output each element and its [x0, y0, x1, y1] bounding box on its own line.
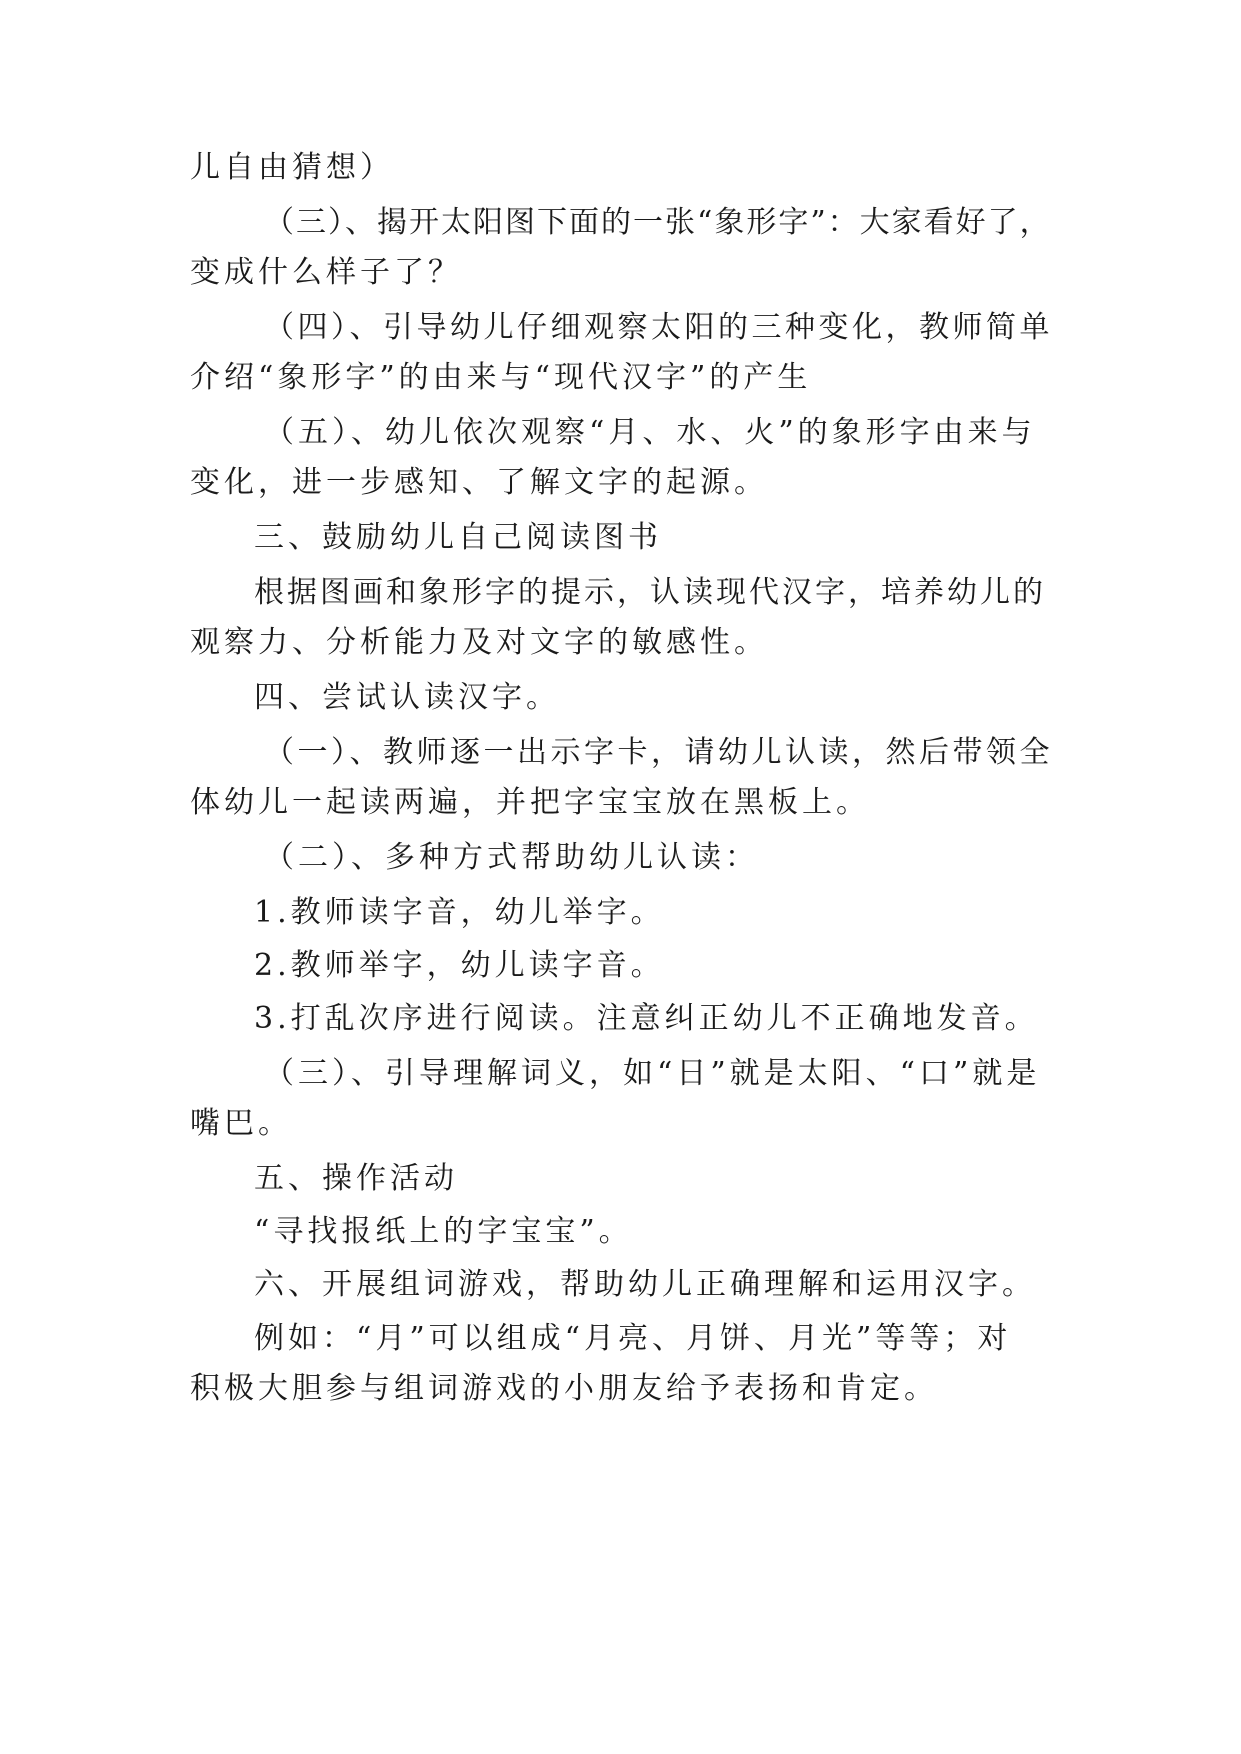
- text-line-11: 四、尝试认读汉字。: [254, 680, 560, 715]
- text-line-20: 五、操作活动: [254, 1161, 458, 1196]
- text-line-12: （一）、教师逐一出示字卡，请幼儿认读，然后带领全: [264, 735, 1053, 770]
- text-line-23: 例如：“月”可以组成“月亮、月饼、月光”等等；对: [254, 1321, 1012, 1356]
- text-line-18: （三）、引导理解词义，如“日”就是太阳、“口”就是: [264, 1056, 1041, 1091]
- text-line-13: 体幼儿一起读两遍，并把字宝宝放在黑板上。: [190, 785, 870, 820]
- text-line-3: 变成什么样子了？: [190, 255, 462, 290]
- text-line-16: 2.教师举字，幼儿读字音。: [254, 948, 665, 983]
- text-line-10: 观察力、分析能力及对文字的敏感性。: [190, 625, 768, 660]
- text-line-5: 介绍“象形字”的由来与“现代汉字”的产生: [190, 360, 812, 395]
- text-line-24: 积极大胆参与组词游戏的小朋友给予表扬和肯定。: [190, 1371, 938, 1406]
- text-line-4: （四）、引导幼儿仔细观察太阳的三种变化，教师简单: [264, 310, 1053, 345]
- text-line-15: 1.教师读字音，幼儿举字。: [254, 895, 665, 930]
- text-line-22: 六、开展组词游戏，帮助幼儿正确理解和运用汉字。: [254, 1267, 1036, 1302]
- text-line-9: 根据图画和象形字的提示，认读现代汉字，培养幼儿的: [254, 575, 1046, 610]
- text-line-14: （二）、多种方式帮助幼儿认读：: [264, 840, 759, 875]
- text-line-1: 儿自由猜想）: [190, 150, 394, 185]
- text-line-6: （五）、幼儿依次观察“月、水、火”的象形字由来与: [264, 415, 1036, 450]
- text-line-8: 三、鼓励幼儿自己阅读图书: [254, 520, 662, 555]
- text-line-21: “寻找报纸上的字宝宝”。: [254, 1214, 633, 1249]
- text-line-17: 3.打乱次序进行阅读。注意纠正幼儿不正确地发音。: [254, 1001, 1039, 1036]
- text-line-2: （三）、揭开太阳图下面的一张“象形字”：大家看好了，: [264, 205, 1052, 240]
- text-line-7: 变化，进一步感知、了解文字的起源。: [190, 465, 768, 500]
- text-line-19: 嘴巴。: [190, 1106, 292, 1141]
